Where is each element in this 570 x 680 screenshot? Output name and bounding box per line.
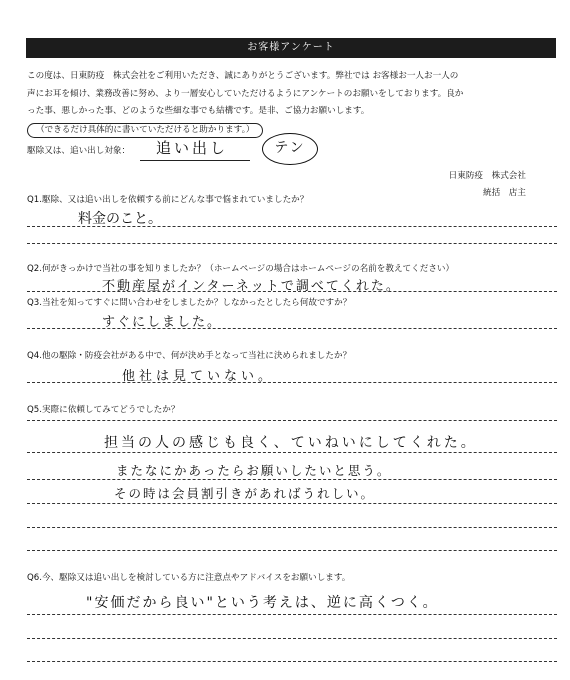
answer-line	[27, 527, 557, 528]
answer-5-line-2: またなにかあったらお願いしたいと思う。	[116, 463, 392, 478]
answer-5-line-1: 担当の人の感じも良く、ていねいにしてくれた。	[104, 435, 478, 451]
instruction-note: （できるだけ具体的に書いていただけると助かります。）	[27, 123, 263, 138]
subject-answer: 追い出し	[156, 139, 229, 157]
intro-text	[27, 68, 557, 121]
subject-circled-answer: テン	[262, 133, 318, 165]
answer-line	[27, 479, 557, 480]
intro-line: 声にお耳を傾け、業務改善に努め、より一層安心していただけるようにアンケートのお願いをしております。良か	[27, 88, 464, 99]
company-name: 日東防疫 株式会社	[448, 171, 526, 181]
company-signature	[449, 168, 526, 202]
answer-line	[27, 550, 557, 551]
answer-3: すぐにしました。	[102, 315, 223, 330]
answer-line	[27, 614, 557, 615]
answer-line	[27, 452, 557, 453]
question-4: Q4.他の駆除・防疫会社がある中で、何が決め手となって当社に決められましたか？	[27, 351, 352, 361]
answer-line	[27, 226, 557, 227]
subject-label: 駆除又は、追い出し対象：	[27, 146, 131, 156]
answer-line	[27, 661, 557, 662]
answer-5-line-3: その時は会員割引きがあればうれしい。	[114, 486, 376, 501]
answer-line	[27, 328, 557, 329]
subject-underline	[140, 160, 250, 161]
company-representative: 統括 店主	[483, 188, 526, 198]
question-6: Q6.今、駆除又は追い出しを検討している方に注意点やアドバイスをお願いします。	[27, 573, 351, 583]
question-3: Q3.当社を知ってすぐに問い合わせをしましたか？しなかったとしたら何故ですか？	[27, 298, 352, 308]
question-1: Q1.駆除、又は追い出しを依頼する前にどんな事で悩まれていましたか？	[27, 195, 309, 205]
question-5: Q5.実際に依頼してみてどうでしたか？	[27, 405, 180, 415]
answer-line	[27, 638, 557, 639]
answer-2: 不動産屋がインターネットで調べてくれた。	[102, 279, 401, 294]
answer-6: "安価だから良い"という考えは、逆に高くつく。	[86, 595, 439, 611]
answer-line	[27, 420, 557, 421]
question-2: Q2.何がきっかけで当社の事を知りましたか？（ホームページの場合はホームページの名前を教えてください）	[27, 264, 455, 274]
answer-line	[27, 243, 557, 244]
page-title: お客様アンケート	[26, 38, 556, 58]
intro-line: った事、悪しかった事、どのような些細な事でも結構です。是非、ご協力お願いします。	[27, 106, 370, 116]
answer-line	[27, 291, 557, 292]
answer-line	[27, 503, 557, 504]
answer-line	[27, 382, 557, 383]
intro-line: この度は、日東防疫 株式会社をご利用いただき、誠にありがとうございます。弊社では お客様お一人お一人の	[27, 71, 459, 81]
answer-1: 料金のこと。	[78, 211, 162, 227]
answer-4: 他社は見ていない。	[122, 369, 276, 384]
